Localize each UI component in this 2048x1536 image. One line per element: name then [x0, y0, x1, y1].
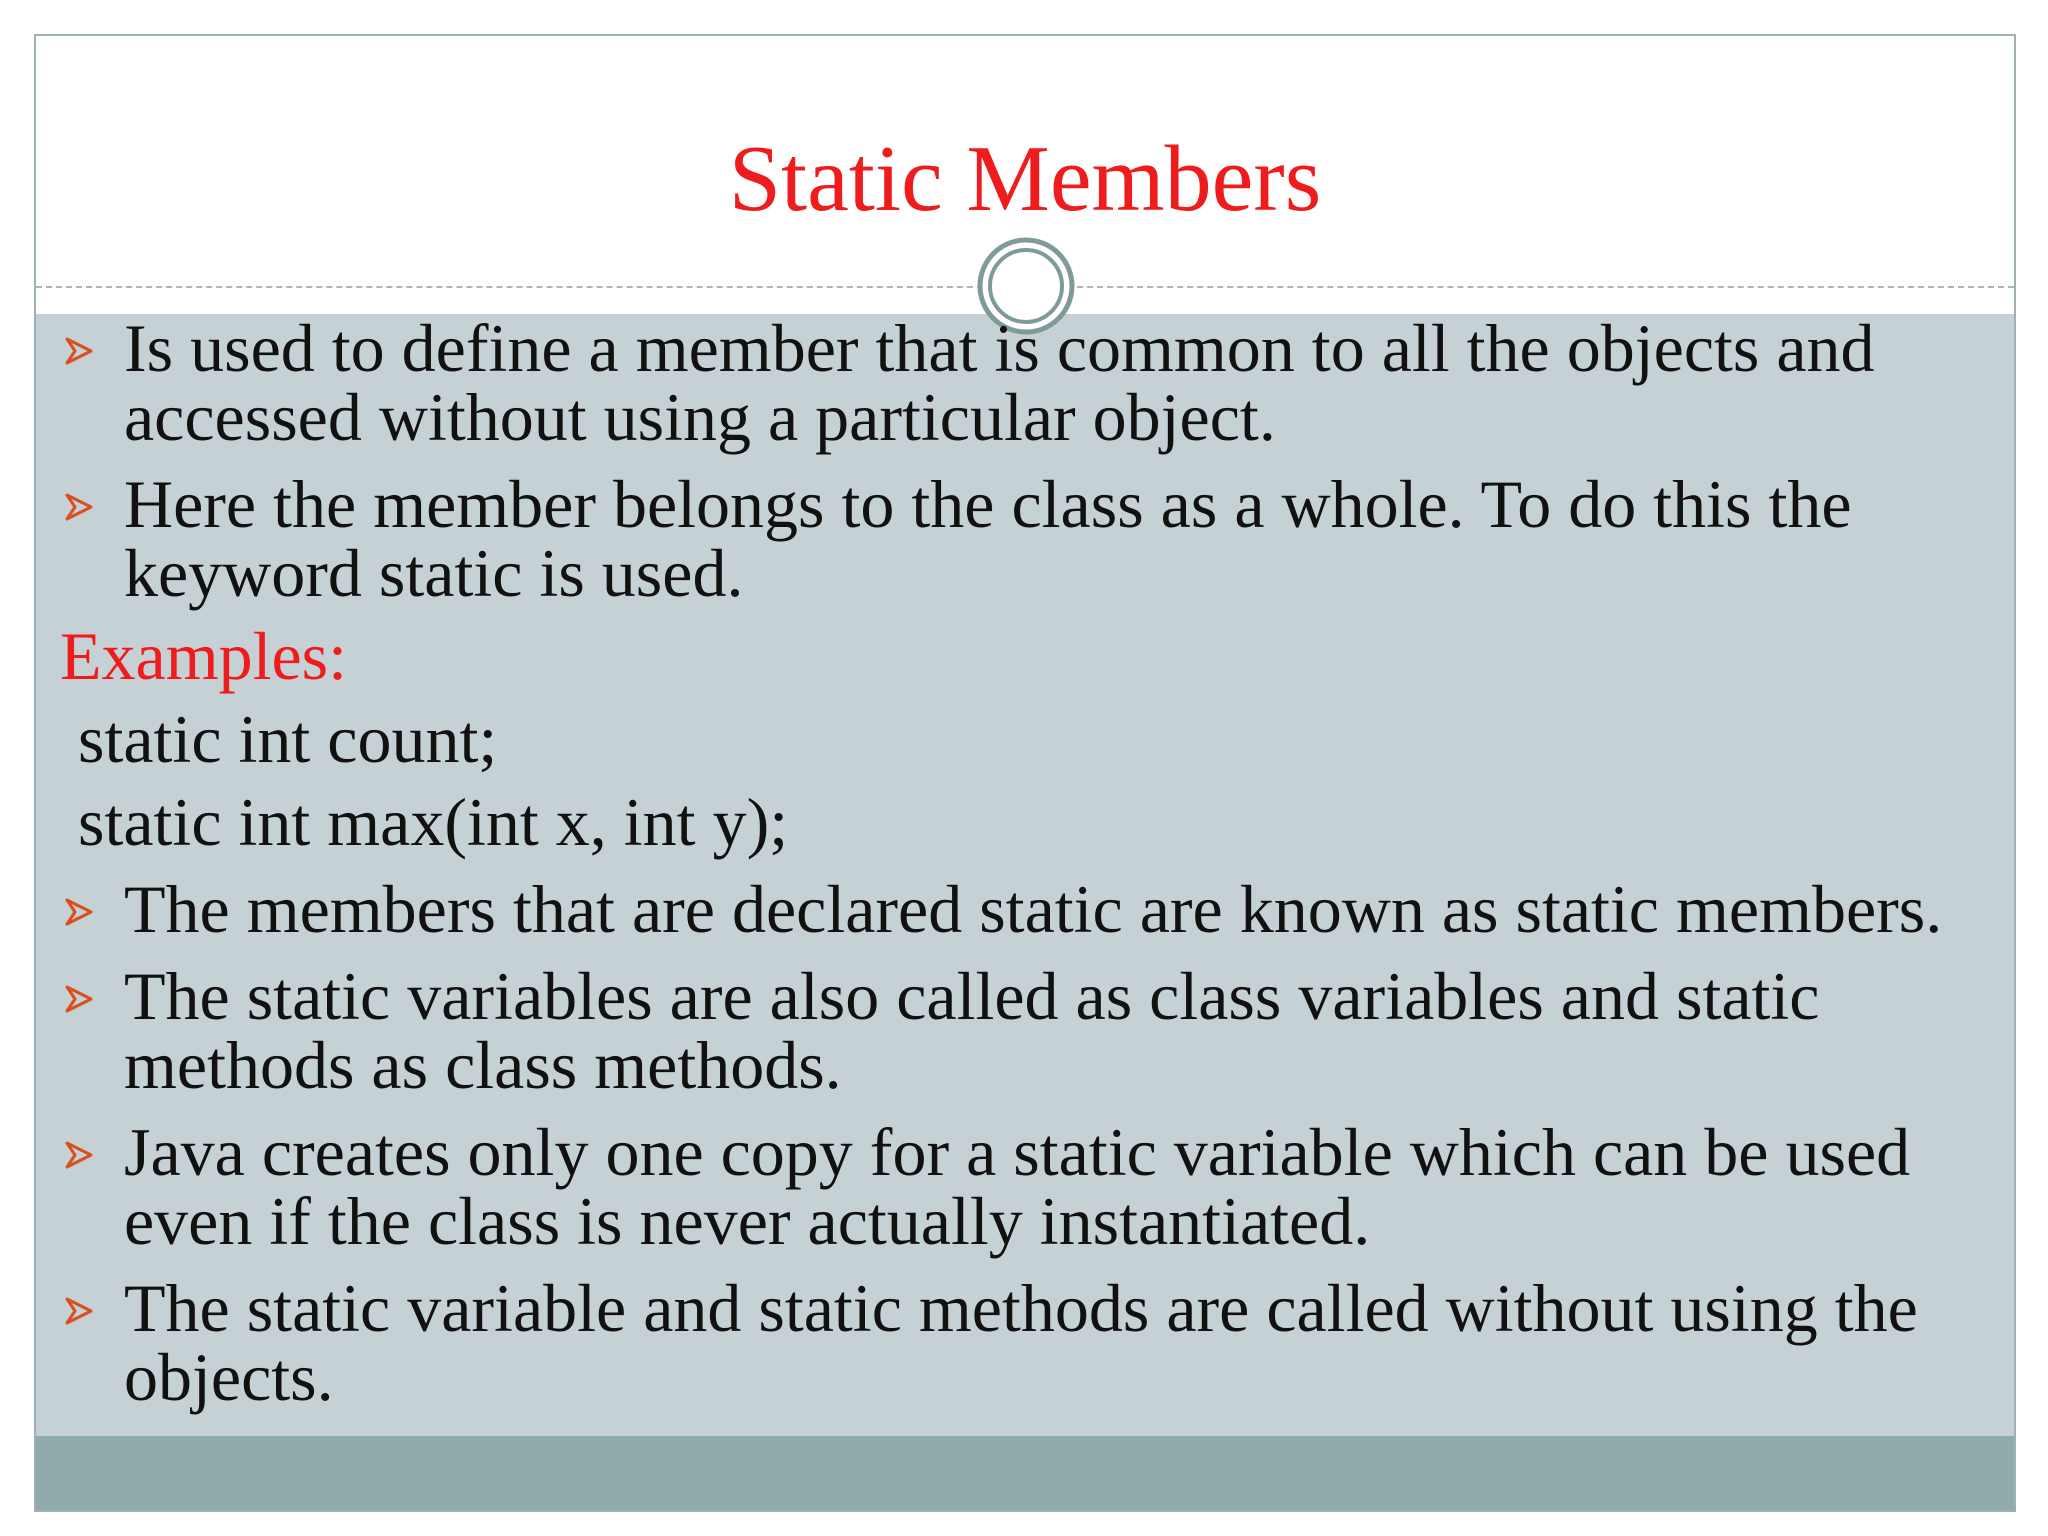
- bullet-item: [58, 310, 1998, 455]
- arrow-bullet-icon: [64, 1296, 94, 1326]
- slide-body: [58, 310, 1998, 1430]
- arrow-bullet-icon: [64, 492, 94, 522]
- bullet-text: Java creates only one copy for a static variable which can be used even if the class is never actually instantiated.: [124, 1114, 1911, 1259]
- bullet-text: Is used to define a member that is common to all the objects and accessed without using a particular object.: [124, 310, 1875, 455]
- bullet-text: The static variable and static methods are called without using the objects.: [124, 1270, 1918, 1415]
- arrow-bullet-icon: [64, 336, 94, 366]
- bullet-item: [58, 1270, 1998, 1415]
- arrow-bullet-icon: [64, 897, 94, 927]
- slide-title: Static Members: [728, 127, 1322, 231]
- bullet-item: [58, 1114, 1998, 1259]
- bullet-text: The static variables are also called as class variables and static methods as class methods.: [124, 958, 1820, 1103]
- bullet-text: Here the member belongs to the class as a whole. To do this the keyword static is used.: [124, 466, 1852, 611]
- footer-bar: [36, 1436, 2014, 1510]
- slide: [34, 34, 2016, 1512]
- bullet-item: [58, 958, 1998, 1103]
- arrow-bullet-icon: [64, 984, 94, 1014]
- code-example: static int max(int x, int y);: [78, 784, 789, 860]
- bullet-text: The members that are declared static are known as static members.: [124, 871, 1943, 947]
- arrow-bullet-icon: [64, 1140, 94, 1170]
- code-example: static int count;: [78, 701, 498, 777]
- bullet-item: [58, 466, 1998, 611]
- bullet-item: [58, 871, 1998, 947]
- examples-label: Examples:: [60, 618, 348, 694]
